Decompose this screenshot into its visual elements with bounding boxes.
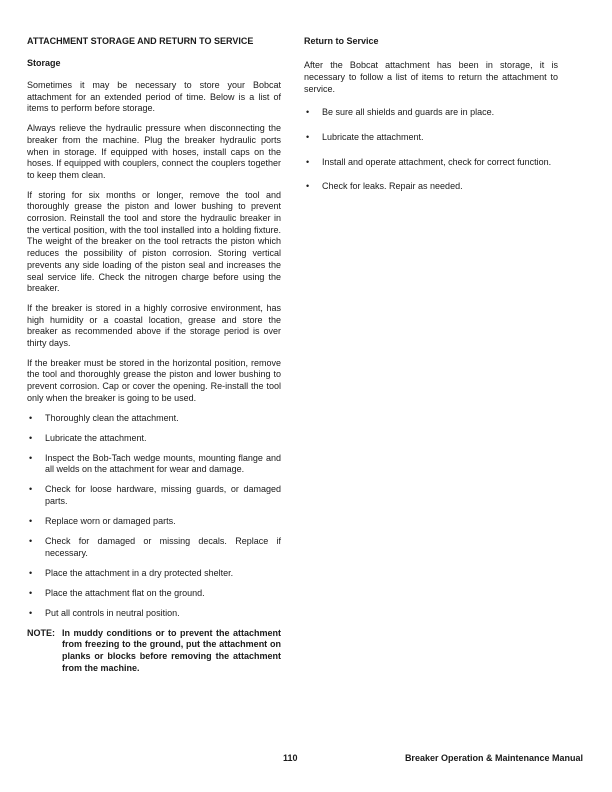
bullet-item [27, 588, 281, 600]
bullet-marker: • [29, 587, 33, 598]
bullet-text: Put all controls in neutral position. [45, 607, 180, 618]
bullet-marker: • [29, 432, 33, 443]
right-column [304, 36, 558, 206]
paragraph-storage-intro: Sometimes it may be necessary to store your Bobcat attachment for an extended period of time. Below is a list of items to perform before storage. [27, 80, 281, 114]
bullet-item [27, 413, 281, 425]
bullet-marker: • [306, 181, 310, 192]
bullet-item [27, 433, 281, 445]
paragraph-six-months: If storing for six months or longer, remove the tool and thoroughly grease the piston and lower bushing to prevent corrosion. Reinstall the tool and store the hydraulic breaker in the vertical position, with the tool installed into a holding fixture. The weight of the breaker on the tool retracts the piston which reduces the possibility of piston corrosion. Storing vertical prevents any side loading of the piston seal and increases the seal service life. Check the nitrogen charge before using the breaker. [27, 189, 281, 294]
bullet-marker: • [29, 412, 33, 423]
bullet-item [304, 107, 558, 119]
bullet-marker: • [29, 535, 33, 546]
paragraph-return-intro: After the Bobcat attachment has been in storage, it is necessary to follow a list of items to return the attachment to service. [304, 60, 558, 94]
storage-subheading: Storage [27, 58, 61, 68]
section-heading: ATTACHMENT STORAGE AND RETURN TO SERVICE [27, 36, 254, 46]
bullet-item [304, 132, 558, 144]
bullet-text: Check for damaged or missing decals. Replace if necessary. [45, 535, 281, 558]
note-text: In muddy conditions or to prevent the attachment from freezing to the ground, put the attachment on planks or blocks before removing the attachment from the machine. [62, 627, 281, 673]
bullet-text: Check for leaks. Repair as needed. [322, 181, 463, 192]
bullet-marker: • [29, 567, 33, 578]
paragraph-relieve-pressure: Always relieve the hydraulic pressure when disconnecting the breaker from the machine. Plug the breaker hydraulic ports when in storage. If equipped with hoses, install caps on the hoses. If equipped with couplers, connect the couplers together to keep them clean. [27, 123, 281, 180]
bullet-item [27, 536, 281, 559]
paragraph-horizontal-storage: If the breaker must be stored in the horizontal position, remove the tool and thoroughly grease the piston and lower bushing to prevent corrosion. Cap or cover the opening. Re-install the tool only when the breaker is going to be used. [27, 357, 281, 403]
bullet-item [27, 453, 281, 476]
left-column [27, 36, 281, 675]
bullet-text: Lubricate the attachment. [45, 432, 147, 443]
bullet-marker: • [29, 452, 33, 463]
bullet-text: Check for loose hardware, missing guards, or damaged parts. [45, 484, 281, 506]
bullet-marker: • [306, 132, 310, 143]
footer-page-number: 110 [283, 753, 298, 763]
bullet-text: Install and operate attachment, check for correct function. [322, 156, 552, 167]
storage-checklist [27, 413, 281, 620]
bullet-text: Place the attachment in a dry protected shelter. [45, 567, 234, 578]
return-to-service-heading: Return to Service [304, 36, 379, 46]
bullet-text: Place the attachment flat on the ground. [45, 587, 205, 598]
note-block [27, 628, 281, 675]
bullet-marker: • [29, 484, 33, 495]
bullet-item [304, 181, 558, 193]
footer-manual-title: Breaker Operation & Maintenance Manual [404, 753, 583, 763]
bullet-text: Be sure all shields and guards are in place. [322, 107, 495, 118]
bullet-marker: • [29, 607, 33, 618]
bullet-item [27, 568, 281, 580]
bullet-text: Lubricate the attachment. [322, 132, 424, 143]
bullet-item [27, 484, 281, 507]
bullet-marker: • [29, 515, 33, 526]
paragraph-corrosive-environment: If the breaker is stored in a highly corrosive environment, has high humidity or a coastal location, grease and store the breaker as recommended above if the storage period is over thirty days. [27, 302, 281, 349]
bullet-item [27, 608, 281, 620]
note-label: NOTE: [27, 627, 55, 638]
bullet-marker: • [306, 156, 310, 167]
return-checklist [304, 107, 558, 193]
bullet-item [304, 157, 558, 169]
bullet-marker: • [306, 107, 310, 118]
bullet-item [27, 516, 281, 528]
bullet-text: Inspect the Bob-Tach wedge mounts, mounting flange and all welds on the attachment for wear and damage. [45, 452, 281, 475]
bullet-text: Replace worn or damaged parts. [45, 515, 176, 526]
bullet-text: Thoroughly clean the attachment. [45, 412, 179, 423]
